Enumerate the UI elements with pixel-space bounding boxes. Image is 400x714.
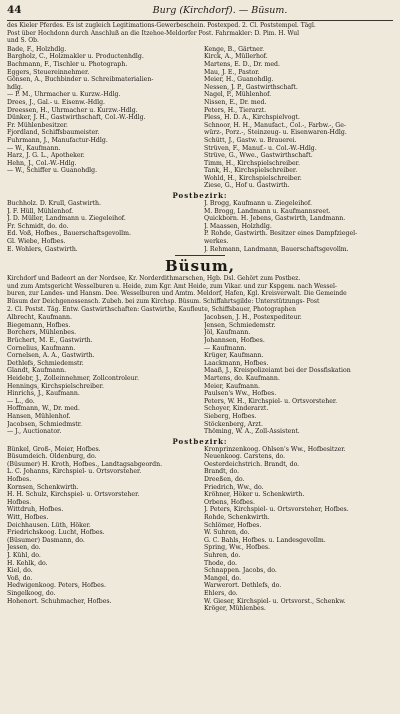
left-column <box>7 200 196 253</box>
list-item: Jacobsen, Schmiedmstr. <box>7 420 83 428</box>
list-item: Thöming, W. A., Zoll-Assistent. <box>204 428 300 436</box>
list-item: Peters, H., Tierarzt. <box>204 106 267 114</box>
list-item: Dethlefs, Schmiedemstr. <box>7 359 84 367</box>
list-item: Borchers, Mühlenbes. <box>7 329 77 337</box>
list-item: J. F. Hüll, Mühlenhof. <box>7 207 74 215</box>
postbezirk-list-burg <box>7 200 393 253</box>
list-item: Warwerort. Dethlefs, do. <box>204 582 282 590</box>
list-item: Gl. Wiebe, Hofbes. <box>7 238 66 246</box>
text-line: Büsum der Deichgenossensch. Zubeh. bei zum Kirchsp. Büsum. Schiffahrtsgilde: Unterstützungs- Post <box>7 298 320 305</box>
list-item: Stöckenberg, Arzt. <box>204 420 263 428</box>
list-item: (Büsumer) H. Kroth, Hofbes., Landtagsabgeordn. <box>7 460 163 468</box>
text-line: und zum Amtsgericht Wesselburen u. Heide, zum Kgr. Amt Heide, zum Vikar. und zur Kspgem. nach Wessel- <box>7 282 337 290</box>
list-item: Oesterdeichstrich. Brandt, do. <box>204 460 300 468</box>
list-item: Biegemann, Hofbes. <box>7 321 71 329</box>
list-item: J. Peters, Kirchspiel- u. Ortsvorsteher, Hofbes. <box>204 506 349 514</box>
list-item: Peters, W. H., Kirchspiel- u. Ortsvorsteher. <box>204 397 338 405</box>
list-item: Jacobsen, J. H., Postexpediteur. <box>204 314 302 322</box>
list-item: M. Brogg, Landmann u. Kaufmannsreet. <box>204 207 331 215</box>
list-item: Bachmann, F., Tischler u. Photograph. <box>7 60 128 68</box>
list-item: Maaß, J., Kreispolizeiamt bei der Dossfiskation <box>204 367 351 375</box>
list-item: Jessen, do. <box>7 544 41 552</box>
list-item: Suhren, do. <box>204 552 241 559</box>
list-item: Bargholz, C., Holzmakler u. Productenhdlg. <box>7 53 144 61</box>
list-item: Johannsen, Hofbes. <box>204 336 265 344</box>
resident-list-burg <box>7 46 393 190</box>
list-item: Dreeßen, do. <box>204 476 245 484</box>
list-item: L. C. Johanns, Kirchspiel- u. Ortsvorsteher. <box>7 468 142 476</box>
list-item: J. D. Müller, Landmann u. Ziegeleihof. <box>7 215 126 223</box>
list-item: — L., do. <box>7 397 35 405</box>
list-item: Jöl, Kaufmann. <box>204 329 251 337</box>
list-item: Mangel, do. <box>204 574 242 582</box>
text-line: und S. Ob. <box>7 37 39 45</box>
list-item: Fuhrmann, J., Manufactur-Hdlg. <box>7 136 108 144</box>
list-item: Thode, do. <box>204 559 237 567</box>
list-item: Tank, H., Kirchspielschreiber. <box>204 167 298 175</box>
list-item: Schütt, J., Gastw. u. Brauerei. <box>204 136 297 144</box>
list-item: Hoffmann, W., Dr. med. <box>7 405 80 413</box>
list-item: Hofbes. <box>7 498 32 506</box>
list-item: Fr. Schmidt, do. do. <box>7 222 69 230</box>
list-item: H. Kehlk, do. <box>7 559 48 567</box>
list-item: Cornelius, Kaufmann. <box>7 344 76 352</box>
list-item: Quickborn. H. Jebens, Gastwirth, Landmann. <box>204 215 346 223</box>
place-description <box>7 275 393 313</box>
text-line: buren, zur Landes- und Hansm. Dee. Wesselburen und Amtm. Meldorf, Hafen, Kgl. Kreisverwalt. Die Gemeinde <box>7 290 347 298</box>
list-item: Ziese, G., Hof u. Gastwirth. <box>204 182 290 190</box>
text-line: Kirchdorf und Badeort an der Nordsee, Kr. Norderdithmarschen, Hgb. Dsl. Gehört zum Postbez. <box>7 275 301 283</box>
list-item: Gönsen, A., Buchbinder u. Schreibmaterialien- <box>7 76 154 84</box>
list-item: P. Rohde, Gastwirth. Besitzer eines Dampfziegel- <box>204 230 358 238</box>
list-item: Witt, Hofbes. <box>7 514 49 522</box>
list-item: Jensen, Schmiedemstr. <box>204 321 276 329</box>
text-line: des Kieler Pferdes. Es ist zugleich Legitimations-Gewerbeschein. Postexped. 2. Cl. Poststempel. Tägl. <box>7 22 316 29</box>
list-item: Neuenkoog. Carstens, do. <box>204 453 286 461</box>
list-item: Brüchert, M. E., Gastwirth. <box>7 336 93 344</box>
list-item: (Büsumer) Dasmann, do. <box>7 536 85 544</box>
list-item: Bade, F., Holzhdlg. <box>7 45 67 53</box>
list-item: — J., Auctionator. <box>7 428 62 436</box>
list-item: Brandt, do. <box>204 468 240 476</box>
list-item: hdlg. <box>7 83 23 91</box>
list-item: werkes. <box>204 238 229 246</box>
left-column <box>7 446 196 613</box>
list-item: Hedwigenkoog. Peters, Hofbes. <box>7 582 106 590</box>
list-item: W. Gieser, Kirchspiel- u. Ortsvorst., Schenkw. <box>204 597 346 605</box>
list-item: Hofbes. <box>7 476 32 484</box>
left-column <box>7 46 196 190</box>
list-item: J. Kühl, do. <box>7 552 41 559</box>
list-item: Nissen, E., Dr. med. <box>204 98 267 106</box>
list-item: Hennings, Kirchspielschreiber. <box>7 382 104 390</box>
running-title: Burg (Kirchdorf). — Büsum. <box>152 5 288 16</box>
list-item: Krüger, Kaufmann. <box>204 352 264 360</box>
resident-list-busum <box>7 314 393 436</box>
list-item: Schoyer, Kinderarzt. <box>204 405 269 413</box>
list-item: Cornelsen, A. A., Gastwirth. <box>7 352 95 360</box>
postbezirk-heading: Postbezirk: <box>172 436 228 446</box>
list-item: Pless, H. D. A., Kirchspielvogt. <box>204 114 300 122</box>
list-item: Buchholz. D. Krull, Gastwirth. <box>7 200 101 208</box>
postbezirk-list-busum <box>7 446 393 613</box>
list-item: Martens, E. D., Dr. med. <box>204 60 280 68</box>
list-item: W. Suhren, do. <box>204 529 250 537</box>
list-item: Friedrichskoog. Lucht, Hofbes. <box>7 529 105 537</box>
intro-text <box>7 22 393 45</box>
list-item: Drees, J., Gal.- u. Eisenw.-Hdlg. <box>7 98 106 106</box>
list-item: Paulsen's Ww., Hofbes. <box>204 390 277 398</box>
list-item: Hehn, J., Col.-W.-Hdlg. <box>7 159 77 167</box>
right-column <box>204 314 393 436</box>
list-item: Singelkoog, do. <box>7 589 56 597</box>
list-item: Ed. Voß, Hofbes., Bauerschaftsgevollm. <box>7 230 131 238</box>
list-item: Martens, do. Kaufmann. <box>204 374 280 382</box>
list-item: Heidebr, J., Zolleinnehmer, Zollcontroleur. <box>7 374 139 382</box>
list-item: E. Wohlers, Gastwirth. <box>7 245 78 253</box>
list-item: Dreessen, H., Uhrmacher u. Kurzw.-Hdlg. <box>7 106 138 114</box>
list-item: Schnappen. Jacobs, do. <box>204 567 277 575</box>
text-line: Post über Hochdonn durch Anschluß an die Itzehoe-Meldorfer Post. Fahrmakler: D. Pim. H. Wul <box>7 29 300 37</box>
list-item: würz-, Porz.-, Steinzeug- u. Eisenwaren-Hdlg. <box>204 129 347 137</box>
header-rule <box>7 20 393 21</box>
list-item: J. Brogg, Kaufmann u. Ziegeleihof. <box>204 200 312 208</box>
list-item: Sieberg, Hofbes. <box>204 412 257 420</box>
list-item: Deichhausen. Lüth, Höker. <box>7 521 91 529</box>
list-item: Wittdruh, Hofbes. <box>7 506 64 514</box>
list-item: H. H. Schulz, Kirchspiel- u. Ortsvorsteher. <box>7 491 140 499</box>
list-item: Hohenort. Schuhmacher, Hofbes. <box>7 597 112 605</box>
text-line: 2. Cl. Postst. Täg. Entw. Gastwirthschaften: Gastwirthe, Kaufleute, Schiffsbauer, Photographen <box>7 305 296 313</box>
list-item: Voß, do. <box>7 574 33 582</box>
list-item: Kiel, do. <box>7 567 33 575</box>
list-item: Harz, J. G. L., Apotheker. <box>7 152 85 160</box>
list-item: Orbens, Hofbes. <box>204 498 255 506</box>
list-item: Nagel, P., Mühlenhof. <box>204 91 272 99</box>
list-item: Glandt, Kaufmann. <box>7 367 67 375</box>
list-item: Büsumdeich. Oldenburg, do. <box>7 453 97 461</box>
list-item: Kronprinzenkoog. Ohlsen's Ww., Hofbesitzer. <box>204 445 346 453</box>
list-item: Laackmann, Hofbes. <box>204 359 269 367</box>
list-item: J. Rehmann, Landmann, Bauerschaftsgevollm. <box>204 245 349 253</box>
list-item: Hansen, Mühlenhof. <box>7 412 71 420</box>
list-item: Bünkel, Groß-, Meier, Hofbes. <box>7 445 101 453</box>
list-item: Ehlers, do. <box>204 589 238 597</box>
list-item: Kornsen, Schenkwirth. <box>7 483 79 491</box>
list-item: Kröger, Mühlenbes. <box>204 605 266 613</box>
place-title: Büsum, <box>164 257 236 276</box>
list-item: Schnoor, H. H., Manufact., Col.-, Farbw.-, Ge- <box>204 121 346 129</box>
right-column <box>204 46 393 190</box>
list-item: Fr. Mühlenbesitzer. <box>7 121 68 129</box>
list-item: Schlömer, Hofbes. <box>204 521 262 529</box>
list-item: — Kaufmann. <box>204 344 247 352</box>
right-column <box>204 200 393 253</box>
list-item: Strüve, G., Wwe., Gastwirthschaft. <box>204 152 313 160</box>
list-item: Fjordland, Schiffsbaumeister. <box>7 129 100 137</box>
list-item: G. C. Bahls, Hofbes. u. Landesgevollm. <box>204 536 326 544</box>
list-item: Spring, Ww., Hofbes. <box>204 544 271 552</box>
list-item: Kirck, A., Müllerhof. <box>204 53 268 61</box>
right-column <box>204 446 393 613</box>
list-item: J. Maassen, Holzhdlg. <box>204 222 272 230</box>
list-item: Meier, H., Guanohdlg. <box>204 76 274 84</box>
list-item: Dünker, J. H., Gastwirthschaft, Col.-W.-Hdlg. <box>7 114 146 122</box>
list-item: — W., Kaufmann. <box>7 144 61 152</box>
list-item: Nessen, J. P., Gastwirthschaft. <box>204 83 298 91</box>
list-item: — W., Schiffer u. Guanohdlg. <box>7 167 98 175</box>
list-item: Kröhner, Höker u. Schenkwirth. <box>204 491 305 499</box>
list-item: Rohde, Schenkwirth. <box>204 514 270 522</box>
list-item: Kenge, B., Gärtner. <box>204 45 265 53</box>
section-divider <box>175 255 225 256</box>
list-item: Wohld, H., Kirchspielschreiber. <box>204 174 302 182</box>
list-item: — P. M., Uhrmacher u. Kurzw.-Hdlg. <box>7 91 121 99</box>
list-item: Meier, Kaufmann. <box>204 382 260 390</box>
list-item: Mau, J. E., Pastor. <box>204 68 260 76</box>
page-header <box>7 4 393 20</box>
list-item: Hinrichs, J., Kaufmann. <box>7 390 80 398</box>
list-item: Albrecht, Kaufmann. <box>7 314 72 322</box>
list-item: Strüven, F., Manuf.- u. Col.-W.-Hdlg. <box>204 144 317 152</box>
list-item: Eggers, Steuereinnehmer. <box>7 68 90 76</box>
list-item: Timm, H., Kirchspielschreiber. <box>204 159 300 167</box>
page-number: 44 <box>7 4 22 16</box>
left-column <box>7 314 196 436</box>
postbezirk-heading: Postbezirk: <box>172 191 228 201</box>
list-item: Friedrich, Ww., do. <box>204 483 264 491</box>
